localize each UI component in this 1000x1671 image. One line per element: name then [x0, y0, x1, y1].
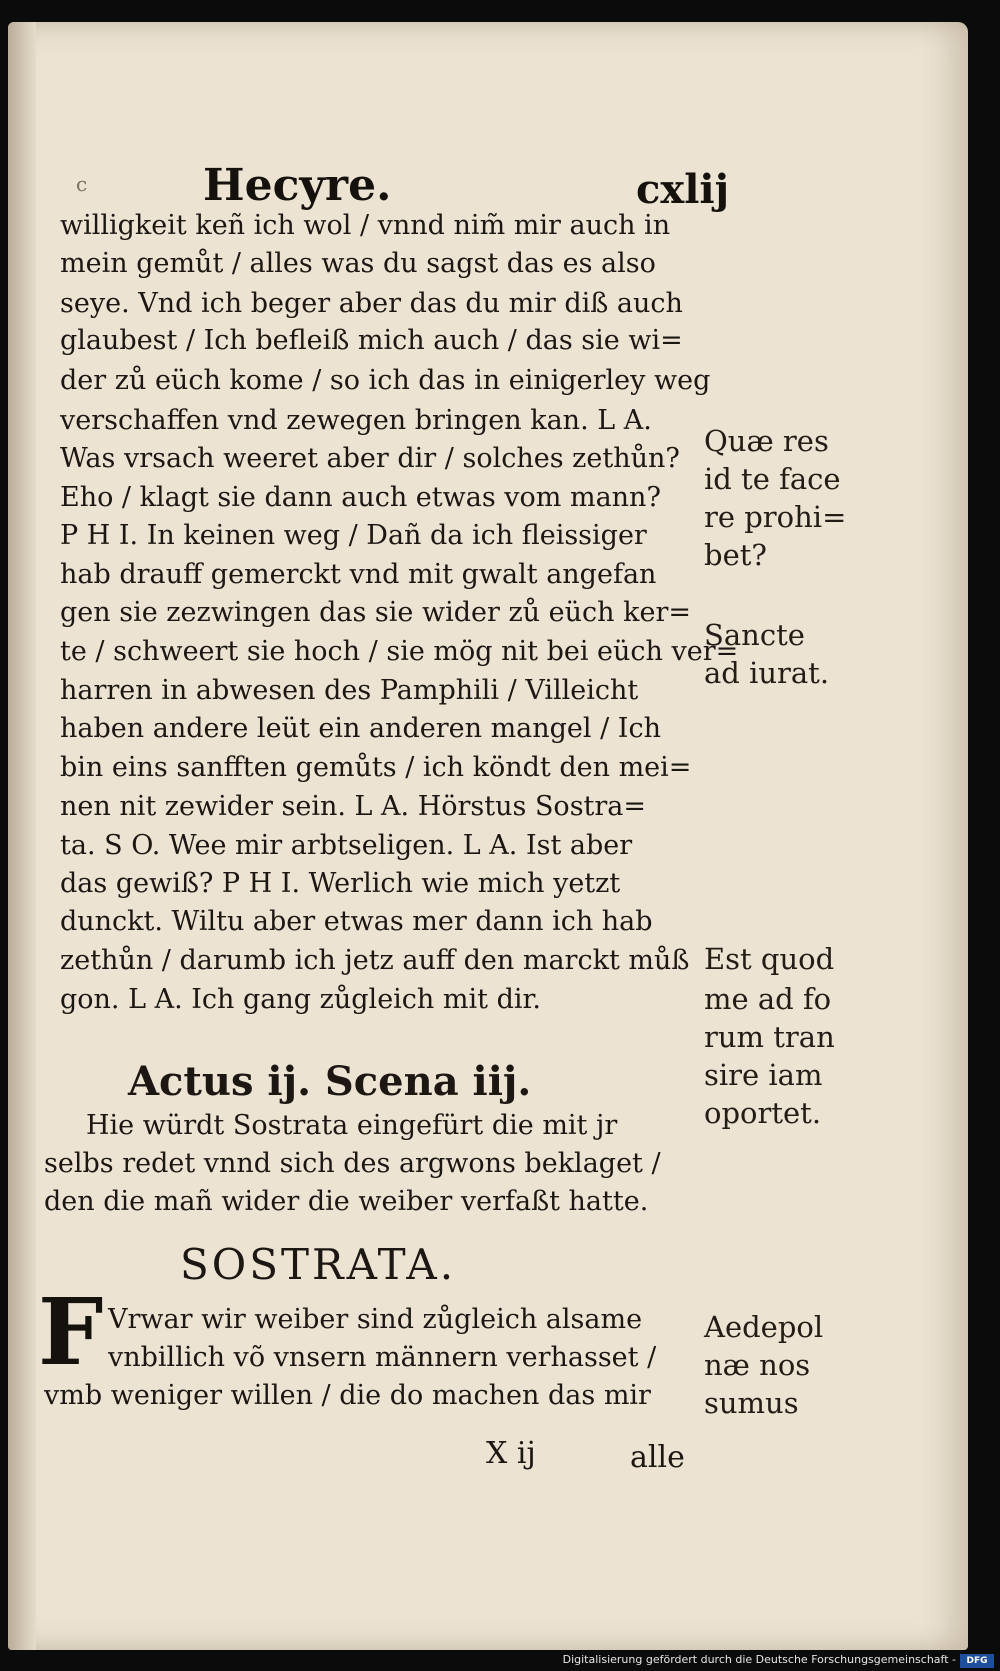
- argument-line: selbs redet vnnd sich des argwons beklaget /: [44, 1148, 661, 1179]
- text-line: gon. L A. Ich gang zůgleich mit dir.: [60, 984, 542, 1015]
- margin-note-line: sumus: [704, 1386, 799, 1420]
- margin-note-line: ad iurat.: [704, 656, 830, 690]
- folio-number: cxlij: [636, 166, 730, 213]
- text-line: willigkeit keñ ich wol / vnnd nim̃ mir auch in: [60, 210, 671, 241]
- running-title: Hecyre.: [203, 160, 392, 211]
- margin-note-line: Est quod: [704, 942, 835, 976]
- margin-note-line: Sancte: [704, 618, 805, 652]
- speech-line: Vrwar wir weiber sind zůgleich alsame: [108, 1304, 643, 1335]
- margin-note-line: me ad fo: [704, 982, 832, 1016]
- margin-note-line: bet?: [704, 538, 767, 572]
- signature-mark: X ij: [486, 1436, 536, 1471]
- drop-capital: F: [38, 1278, 104, 1386]
- margin-note-line: re prohi=: [704, 500, 847, 534]
- speaker-name: SOSTRATA.: [180, 1240, 457, 1289]
- book-page: [8, 22, 968, 1650]
- text-line: das gewiß? P H I. Werlich wie mich yetzt: [60, 868, 621, 899]
- act-scene-heading: Actus ij. Scena iij.: [128, 1058, 532, 1105]
- text-line: Was vrsach weeret aber dir / solches zethůn?: [60, 443, 680, 474]
- text-line: P H I. In keinen weg / Dañ da ich fleissiger: [60, 520, 647, 551]
- header-mark: c: [76, 172, 88, 196]
- digitization-footer: [0, 1652, 1000, 1671]
- page-gutter: [8, 22, 36, 1650]
- margin-note-line: rum tran: [704, 1020, 835, 1054]
- text-line: dunckt. Wiltu aber etwas mer dann ich hab: [60, 906, 653, 937]
- text-line: mein gemůt / alles was du sagst das es also: [60, 248, 656, 279]
- text-line: nen nit zewider sein. L A. Hörstus Sostra=: [60, 791, 647, 822]
- speech-line: vmb weniger willen / die do machen das mir: [44, 1380, 651, 1411]
- catchword: alle: [630, 1440, 685, 1475]
- speech-line: vnbillich võ vnsern männern verhasset /: [108, 1342, 657, 1373]
- text-line: verschaffen vnd zewegen bringen kan. L A.: [60, 405, 652, 436]
- margin-note-line: næ nos: [704, 1348, 811, 1382]
- margin-note-line: sire iam: [704, 1058, 823, 1092]
- argument-line: den die mañ wider die weiber verfaßt hatte.: [44, 1186, 649, 1217]
- margin-note-line: Quæ res: [704, 424, 829, 458]
- text-line: hab drauff gemerckt vnd mit gwalt angefan: [60, 559, 657, 590]
- text-line: glaubest / Ich befleiß mich auch / das sie wi=: [60, 325, 683, 356]
- text-line: zethůn / darumb ich jetz auff den marckt můß: [60, 945, 690, 976]
- text-line: haben andere leüt ein anderen mangel / Ich: [60, 713, 661, 744]
- margin-note-line: oportet.: [704, 1096, 822, 1130]
- dfg-logo-icon: DFG: [960, 1654, 994, 1668]
- text-line: ta. S O. Wee mir arbtseligen. L A. Ist aber: [60, 830, 633, 861]
- margin-note-line: Aedepol: [704, 1310, 824, 1344]
- text-line: seye. Vnd ich beger aber das du mir diß auch: [60, 288, 683, 319]
- text-line: te / schweert sie hoch / sie mög nit bei eüch ver=: [60, 636, 739, 667]
- text-line: bin eins sanfften gemůts / ich köndt den mei=: [60, 752, 692, 783]
- argument-line: Hie würdt Sostrata eingefürt die mit jr: [86, 1110, 618, 1141]
- text-line: Eho / klagt sie dann auch etwas vom mann?: [60, 482, 661, 513]
- margin-note-line: id te face: [704, 462, 841, 496]
- text-line: gen sie zezwingen das sie wider zů eüch ker=: [60, 597, 691, 628]
- footer-credit: Digitalisierung gefördert durch die Deutsche Forschungsgemeinschaft -: [562, 1653, 956, 1666]
- text-line: harren in abwesen des Pamphili / Villeicht: [60, 675, 639, 706]
- text-line: der zů eüch kome / so ich das in einigerley weg: [60, 365, 711, 396]
